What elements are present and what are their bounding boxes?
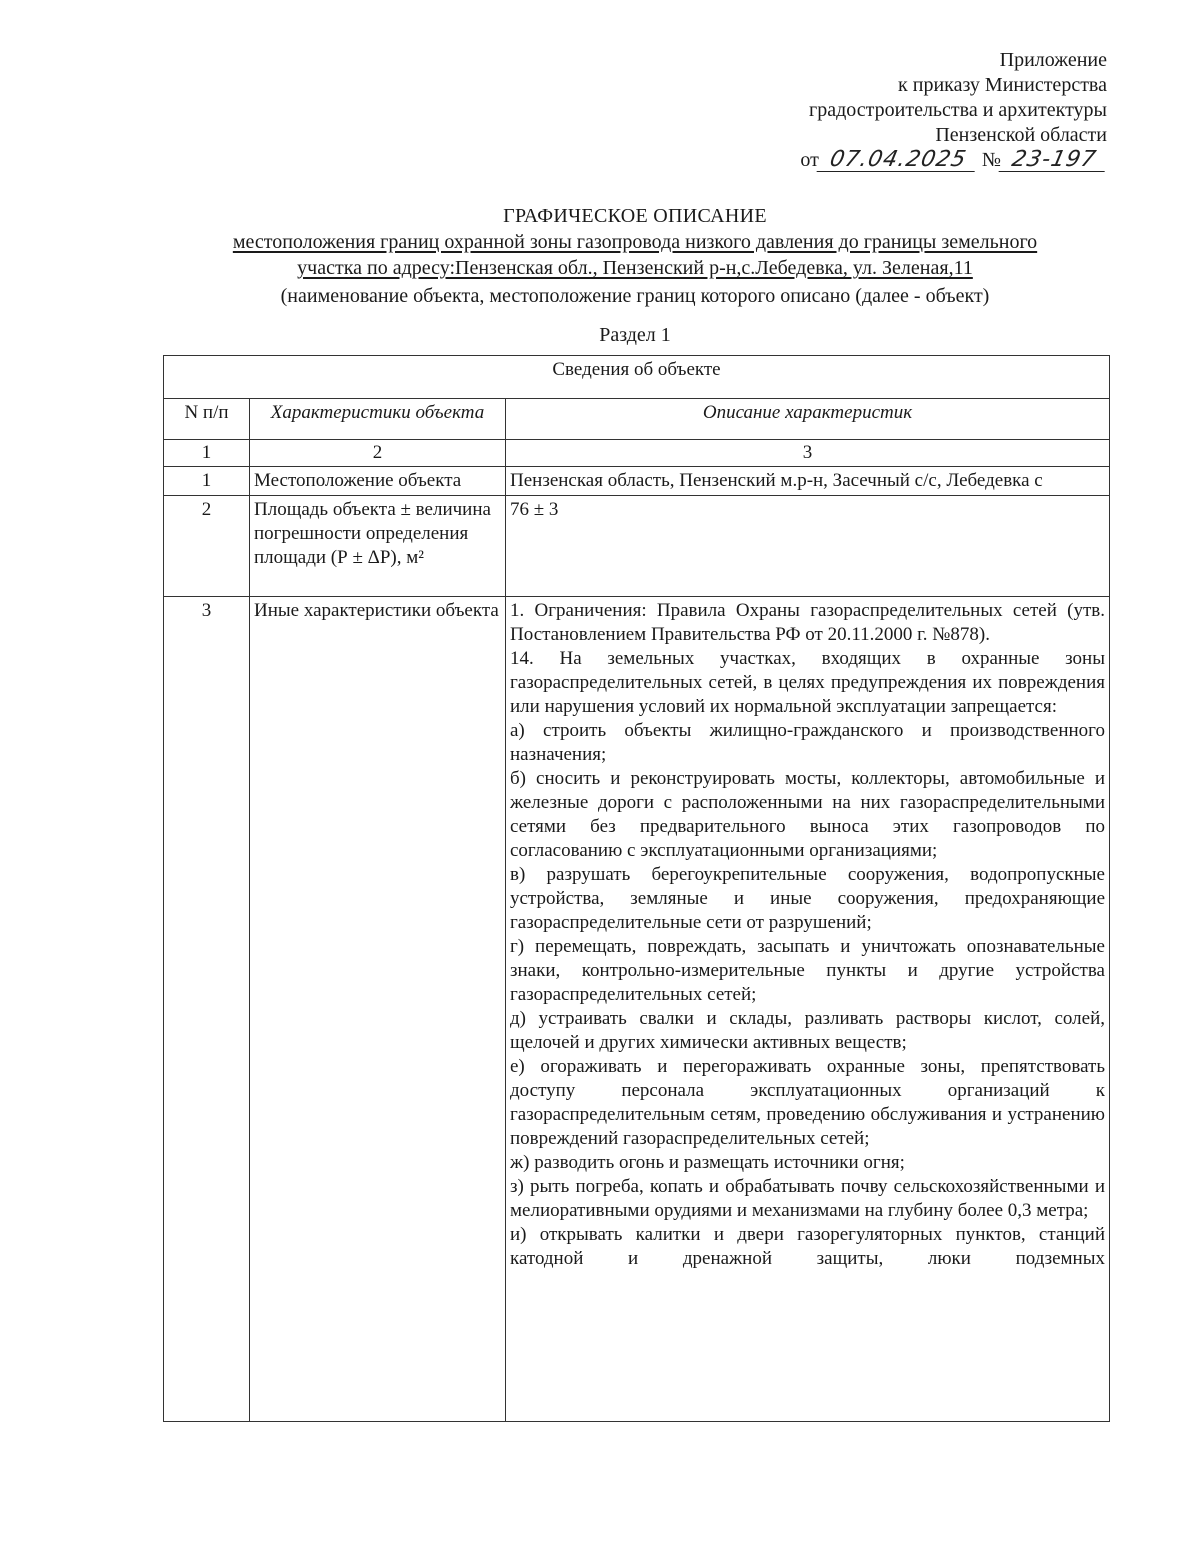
- header-cell-characteristic: Характеристики объекта: [250, 399, 506, 440]
- description-paragraph: и) открывать калитки и двери газорегуляторных пунктов, станций катодной и дренажной защиты, люки подземных: [510, 1224, 1105, 1269]
- order-date-line: [800, 148, 1107, 173]
- description-paragraph: д) устраивать свалки и склады, разливать растворы кислот, солей, щелочей и других химически активных веществ;: [510, 1008, 1105, 1053]
- table-header-row: [164, 399, 1110, 440]
- appendix-line: к приказу Министерства: [898, 74, 1107, 96]
- appendix-line: Приложение: [999, 49, 1107, 71]
- appendix-header: [800, 48, 1107, 173]
- description-paragraph: 14. На земельных участках, входящих в охранные зоны газораспределительных сетей, в целях предупреждения их повреждения или нарушения условий их нормальной эксплуатации запрещается:: [510, 648, 1105, 717]
- description-paragraph: а) строить объекты жилищно-гражданского и производственного назначения;: [510, 720, 1105, 765]
- description-paragraph: в) разрушать берегоукрепительные сооружения, водопропускные устройства, земляные и иные сооружения, предохраняющие газораспределительные сети от разрушений;: [510, 864, 1105, 933]
- index-cell: 1: [164, 440, 250, 467]
- row-characteristic: Местоположение объекта: [250, 467, 506, 496]
- table-caption-row: [164, 356, 1110, 399]
- row-description: [506, 467, 1110, 496]
- row-description: [506, 597, 1110, 1422]
- handwritten-number: 23-197: [999, 149, 1110, 172]
- row-number: 3: [164, 597, 250, 1422]
- header-cell-number: N п/п: [164, 399, 250, 440]
- description-paragraph: г) перемещать, повреждать, засыпать и уничтожать опознавательные знаки, контрольно-измерительные пункты и другие устройства газораспределительных сетей;: [510, 936, 1105, 1005]
- description-paragraph: Пензенская область, Пензенский м.р-н, Засечный с/с, Лебедевка с: [510, 470, 1043, 491]
- document-subtitle-line2: участка по адресу:Пензенская обл., Пензенский р-н,с.Лебедевка, ул. Зеленая,11: [297, 257, 973, 279]
- row-characteristic: Иные характеристики объекта: [250, 597, 506, 1422]
- description-paragraph: 76 ± 3: [510, 499, 559, 520]
- object-info-table: [163, 355, 1110, 1422]
- description-paragraph: е) огораживать и перегораживать охранные зоны, препятствовать доступу персонала эксплуатационных организаций к газораспределительным сетям, проведению обслуживания и устранению повреждений газораспределительных сетей;: [510, 1056, 1105, 1149]
- date-prefix: от: [800, 149, 819, 171]
- table-index-row: [164, 440, 1110, 467]
- section-heading: Раздел 1: [599, 324, 671, 346]
- table-row: [164, 496, 1110, 597]
- description-paragraph: ж) разводить огонь и размещать источники огня;: [510, 1152, 905, 1173]
- index-cell: 2: [250, 440, 506, 467]
- description-paragraph: з) рыть погреба, копать и обрабатывать почву сельскохозяйственными и мелиоративными орудиями и механизмами на глубину более 0,3 метра;: [510, 1176, 1105, 1221]
- description-paragraph: б) сносить и реконструировать мосты, коллекторы, автомобильные и железные дороги с расположенными на них газораспределительными сетями без предварительного выноса этих газопроводов по согласованию с эксплуатационными организациями;: [510, 768, 1105, 861]
- table-caption: Сведения об объекте: [164, 356, 1110, 399]
- index-cell: 3: [506, 440, 1110, 467]
- handwritten-date: 07.04.2025: [816, 149, 979, 172]
- row-number: 1: [164, 467, 250, 496]
- appendix-line: градостроительства и архитектуры: [809, 99, 1107, 121]
- row-number: 2: [164, 496, 250, 597]
- description-paragraph: 1. Ограничения: Правила Охраны газораспределительных сетей (утв. Постановлением Правительства РФ от 20.11.2000 г. №878).: [510, 600, 1105, 645]
- number-prefix: №: [981, 149, 1001, 171]
- table-row: [164, 467, 1110, 496]
- document-title: ГРАФИЧЕСКОЕ ОПИСАНИЕ: [503, 205, 767, 227]
- table-row: [164, 597, 1110, 1422]
- appendix-line: Пензенской области: [935, 124, 1107, 146]
- row-description: [506, 496, 1110, 597]
- title-block: [150, 203, 1120, 348]
- document-subtitle-line1: местоположения границ охранной зоны газопровода низкого давления до границы земельного: [232, 231, 1038, 253]
- row-characteristic: Площадь объекта ± величина погрешности определения площади (Р ± ΔР), м²: [250, 496, 506, 597]
- subtitle-caption: (наименование объекта, местоположение границ которого описано (далее - объект): [280, 285, 990, 307]
- header-cell-description: Описание характеристик: [506, 399, 1110, 440]
